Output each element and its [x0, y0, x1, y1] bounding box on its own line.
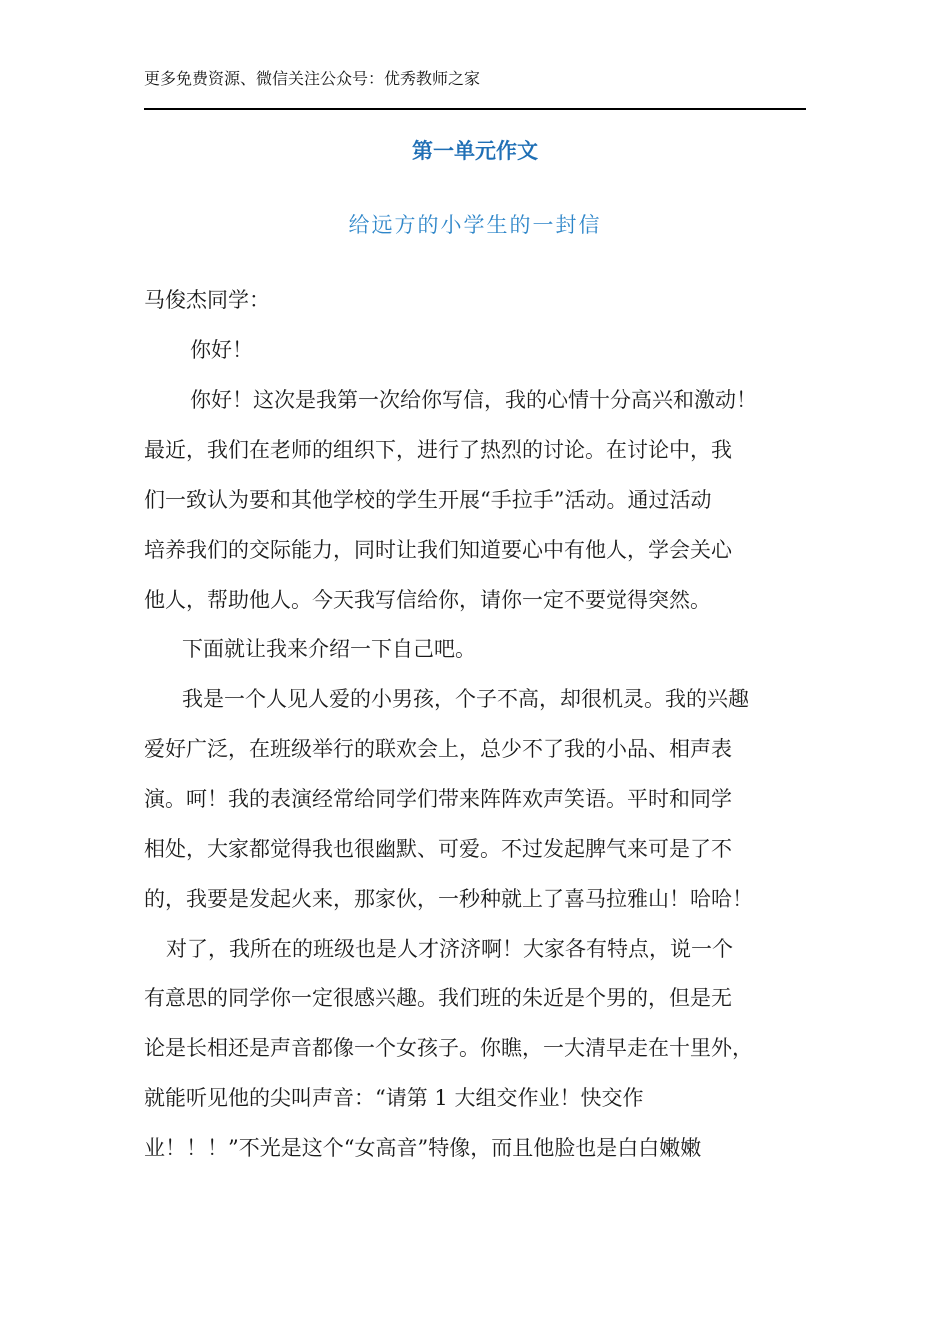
- salutation-line: 马俊杰同学：: [144, 288, 270, 312]
- body-line: 的，我要是发起火来，那家伙，一秒种就上了喜马拉雅山！哈哈！: [144, 887, 753, 911]
- body-line: 我是一个人见人爱的小男孩，个子不高，却很机灵。我的兴趣: [182, 687, 749, 711]
- body-line: 爱好广泛，在班级举行的联欢会上，总少不了我的小品、相声表: [144, 737, 732, 761]
- body-line: 相处，大家都觉得我也很幽默、可爱。不过发起脾气来可是了不: [144, 837, 732, 861]
- body-line: 业！！！”不光是这个“女高音”特像，而且他脸也是白白嫩嫩: [144, 1136, 702, 1160]
- body-line: 培养我们的交际能力，同时让我们知道要心中有他人，学会关心: [144, 538, 732, 562]
- body-line: 有意思的同学你一定很感兴趣。我们班的朱近是个男的，但是无: [144, 986, 732, 1010]
- unit-title: 第一单元作文: [412, 139, 538, 163]
- body-line: 就能听见他的尖叫声音：“请第 1 大组交作业！快交作: [144, 1086, 644, 1110]
- header-text: 更多免费资源、微信关注公众号：优秀教师之家: [144, 69, 481, 88]
- body-line: 下面就让我来介绍一下自己吧。: [182, 637, 476, 661]
- header-divider: [144, 108, 806, 110]
- body-line: 最近，我们在老师的组织下，进行了热烈的讨论。在讨论中，我: [144, 438, 732, 462]
- greeting-line: 你好！: [190, 338, 253, 362]
- body-line: 论是长相还是声音都像一个女孩子。你瞧，一大清早走在十里外，: [144, 1036, 753, 1060]
- body-line: 他人，帮助他人。今天我写信给你，请你一定不要觉得突然。: [144, 588, 711, 612]
- body-line: 们一致认为要和其他学校的学生开展“手拉手”活动。通过活动: [144, 488, 712, 512]
- body-line: 你好！这次是我第一次给你写信，我的心情十分高兴和激动！: [190, 388, 757, 412]
- essay-title: 给远方的小学生的一封信: [348, 213, 602, 237]
- body-line: 对了，我所在的班级也是人才济济啊！大家各有特点，说一个: [166, 937, 733, 961]
- body-line: 演。呵！我的表演经常给同学们带来阵阵欢声笑语。平时和同学: [144, 787, 732, 811]
